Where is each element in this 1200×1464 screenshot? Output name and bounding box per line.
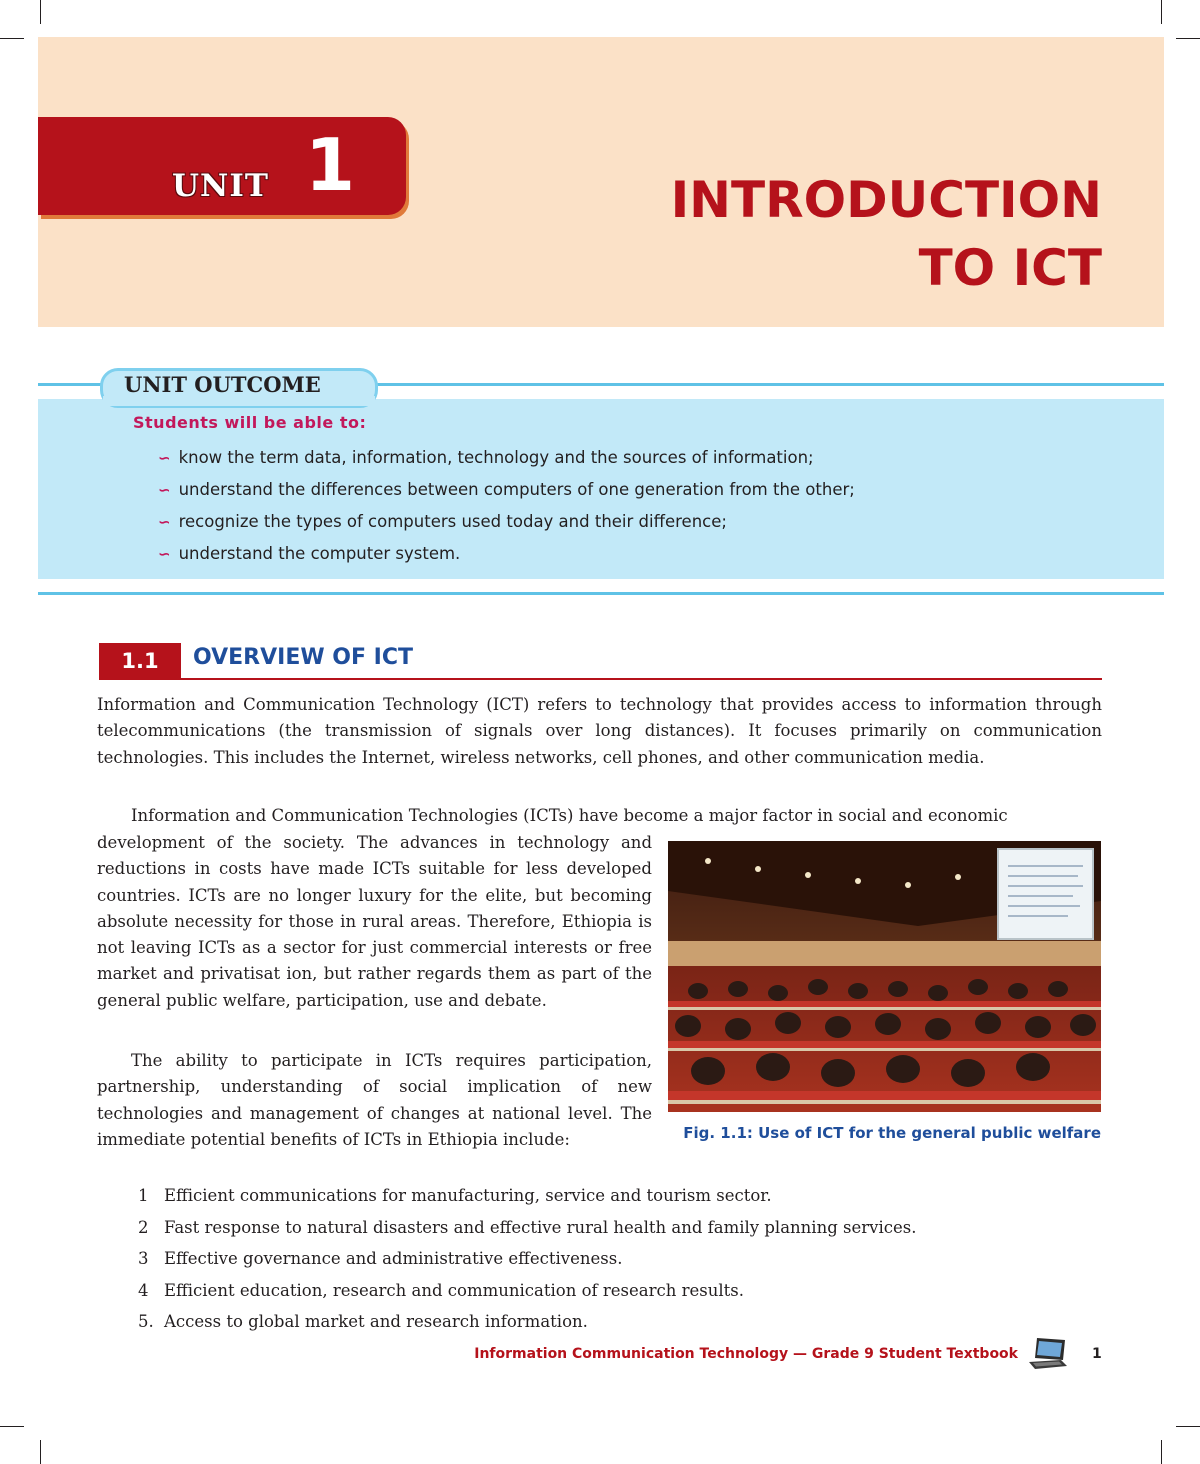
chapter-title: [671, 166, 1102, 302]
list-item: [158, 540, 855, 572]
list-item: [138, 1182, 916, 1214]
list-text: Efficient education, research and communication of research results.: [164, 1280, 744, 1300]
list-number: 2: [138, 1217, 149, 1237]
section-rule: [99, 678, 1102, 680]
list-number: 1: [138, 1186, 149, 1205]
section-title: OVERVIEW OF ICT: [193, 645, 413, 670]
list-text: Access to global market and research information.: [164, 1312, 588, 1331]
unit-number: 1: [305, 123, 356, 207]
paragraph-3: The ability to participate in ICTs requires participation, partnership, understanding of social implication of new technologies and management of changes at national level. The immediate potential benefits of ICTs in Ethiopia include:: [97, 1051, 652, 1149]
list-item: [158, 444, 855, 476]
curly-bullet-icon: ∽: [158, 545, 171, 563]
chapter-title-line2: TO ICT: [918, 239, 1102, 297]
conference-hall-photo: [668, 841, 1101, 1112]
crop-mark: [1161, 0, 1162, 24]
outcome-text: recognize the types of computers used today and their difference;: [178, 512, 727, 531]
paragraph-2: development of the society. The advances in technology and reductions in costs have made ICTs suitable for less developed countries. ICTs are no longer luxury for the elite, but becoming absolute necessity for those in rural areas. Therefore, Ethiopia is not leaving ICTs as a sector for just commercial interests or free market and privatisat ion, but rather regards them as part of the general public welfare, participation, use and debate.: [97, 833, 652, 1010]
curly-bullet-icon: ∽: [158, 449, 171, 467]
crop-mark: [1176, 1426, 1200, 1427]
chapter-title-line1: INTRODUCTION: [670, 171, 1102, 229]
outcome-pill-cover: [103, 396, 375, 406]
list-item: [138, 1214, 916, 1246]
list-item: [158, 476, 855, 508]
crop-mark: [1176, 38, 1200, 39]
page-number: 1: [1092, 1346, 1102, 1362]
paragraph-2-lead: Information and Communication Technologies (ICTs) have become a major factor in social and economic: [131, 806, 1008, 825]
footer-title: Information Communication Technology — Grade 9 Student Textbook: [474, 1346, 1018, 1362]
curly-bullet-icon: ∽: [158, 481, 171, 499]
list-item: [138, 1277, 916, 1309]
figure-caption: Fig. 1.1: Use of ICT for the general public welfare: [683, 1124, 1101, 1142]
outcome-text: understand the differences between computers of one generation from the other;: [178, 480, 855, 499]
list-item: [138, 1245, 916, 1277]
section-number: 1.1: [99, 643, 181, 679]
crop-mark: [40, 1440, 41, 1464]
outcome-bottom-rule: [38, 592, 1164, 595]
list-item: [158, 508, 855, 540]
outcome-text: understand the computer system.: [178, 544, 461, 563]
list-number: 4: [138, 1280, 149, 1300]
list-number: 5.: [138, 1312, 154, 1331]
outcome-intro: Students will be able to:: [133, 413, 367, 432]
list-text: Fast response to natural disasters and effective rural health and family planning services.: [164, 1217, 917, 1237]
outcome-text: know the term data, information, technology and the sources of information;: [178, 448, 814, 467]
list-text: Effective governance and administrative effectiveness.: [164, 1249, 623, 1268]
list-number: 3: [138, 1249, 149, 1268]
crop-mark: [40, 0, 41, 24]
crop-mark: [1161, 1440, 1162, 1464]
outcome-list: [158, 444, 855, 572]
unit-label: UNIT: [172, 168, 269, 204]
benefits-list: [138, 1182, 916, 1340]
list-text: Efficient communications for manufacturing, service and tourism sector.: [164, 1186, 772, 1205]
crop-mark: [0, 1426, 24, 1427]
laptop-icon: [1027, 1336, 1069, 1372]
list-item: [138, 1308, 916, 1340]
crop-mark: [0, 38, 24, 39]
paragraph-1: Information and Communication Technology (ICT) refers to technology that provides access to information through telecommunications (the transmission of signals over long distances). It focuses primarily on communication technologies. This includes the Internet, wireless networks, cell phones, and other communication media.: [97, 695, 1102, 767]
outcome-heading: UNIT OUTCOME: [124, 372, 321, 397]
curly-bullet-icon: ∽: [158, 513, 171, 531]
